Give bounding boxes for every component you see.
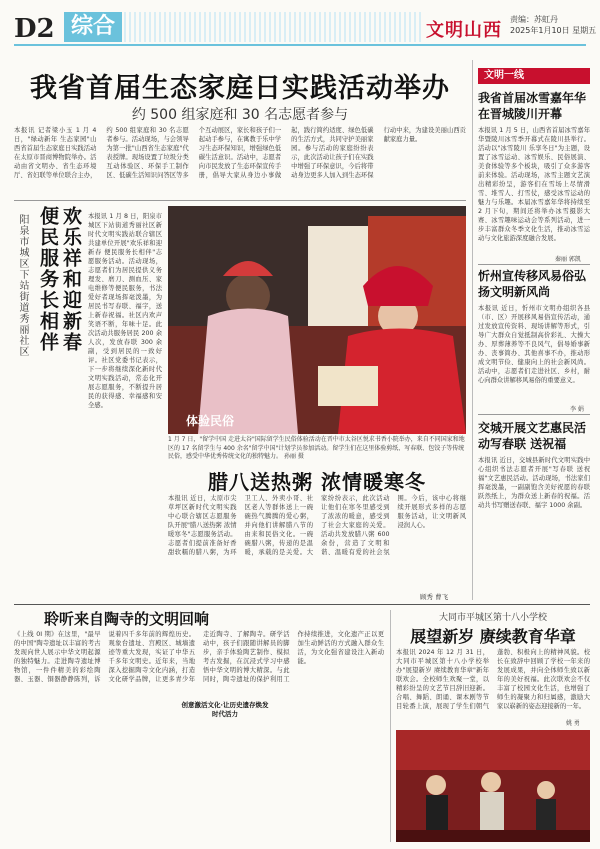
sidebar-item2-title: 忻州宣传移风易俗弘扬文明新风尚 <box>478 269 587 299</box>
page-header <box>0 0 600 50</box>
sidebar-header: 文明一线 <box>478 68 590 84</box>
school-credit: 姚 勇 <box>566 720 580 727</box>
bottom-divider <box>390 610 391 842</box>
school-kicker: 大同市平城区第十八小学校 <box>438 613 547 623</box>
header-meta <box>510 14 596 36</box>
photo-caption-label: 体验民俗 <box>186 414 235 428</box>
logo: 文明山西 <box>426 20 502 41</box>
taosi-headline: 聆听来自陶寺的文明回响 <box>44 610 210 628</box>
sidebar-divider-1 <box>478 264 590 265</box>
date-line: 2025年1月10日 星期五 <box>510 26 597 35</box>
header-pattern <box>124 12 424 42</box>
sidebar-item1-title: 我省首届冰雪嘉年华在晋城陵川开幕 <box>478 91 587 121</box>
sidebar-item1-credit: 秦丽 郭凯 <box>555 256 581 263</box>
page-number: D2 <box>14 14 55 44</box>
feature-headline-1: 欢乐祥和迎新春 <box>60 206 82 353</box>
lead-body: 本报讯 记者梁小玉 1 月 4 日，"绿动新年 生态家园"山西省首届生态家庭日实践活动在太原市晋商博物院举办。活动由省文明办、省生态环境厅、省妇联等单位联合主办，约 500 组家庭和 30 名志愿者参与。活动现场，与会领导为第一批"山西省生态家庭"代表授牌。现场设置了垃圾分类互动体验区、环保手工制作区、低碳生活知识问答区等多个互动展区，家长和孩子们一起动手参与，在寓教于乐中学习生态环保知识，增强绿色低碳生活意识。活动中，志愿者向市民发放了生态环保宣传手册，倡导大家从身边小事做起，践行简约适度、绿色低碳的生活方式，共同守护美丽家园。参与活动的家庭纷纷表示，此次活动让孩子们在实践中增强了环保意识，今后将带动身边更多人加入到生态环保行动中来，为建设美丽山西贡献家庭力量。 <box>14 127 466 179</box>
sidebar-item3-body: 本报讯 近日，交城县新时代文明实践中心组织书法志愿者开展"写春联 送祝福"文艺惠民活动。活动现场，书法家们挥毫泼墨，一副副饱含美好祝愿的春联跃然纸上，为群众送上新春的祝福。活动共书写赠送春联、福字 1000 余副。 <box>478 457 590 509</box>
lead-subheadline: 约 500 组家庭和 30 名志愿者参与 <box>131 107 349 123</box>
school-photo-illustration <box>396 730 590 842</box>
lead-headline: 我省首届生态家庭日实践活动举办 <box>30 73 450 104</box>
sidebar-item2-credit: 李 娟 <box>570 406 584 413</box>
lead-divider <box>14 200 466 201</box>
photo-caption-text: 1 月 7 日，"留学中国 走进太谷"国际留学生民俗体验活动在晋中市太谷区悦求书香小院举办，来自不同国家和地区的 17 名留学生与 400 余名"留学中国"计划学员参加活动。留学生们在这里体验剪纸、写春联、包饺子等传统民俗，感受中华优秀传统文化的独特魅力。 <box>168 436 465 460</box>
column-divider <box>472 60 473 600</box>
feature-photo-illustration <box>168 206 466 434</box>
porridge-credit: 顾秀 曹飞 <box>420 593 449 601</box>
bottom-section-rule <box>14 604 590 605</box>
feature-headline-2: 便民服务长相伴 <box>37 206 59 353</box>
feature-photo-caption <box>168 436 466 462</box>
feature-body: 本报讯 1 月 8 日，阳泉市城区下站街道秀丽社区新时代文明实践站联合辖区共建单位开展"欢乐祥和迎新春 便民服务长相伴"志愿服务活动。活动现场，志愿者们为居民提供义务理发、磨刀、测血压、家电维修等便民服务，书法爱好者现场挥毫泼墨，为居民书写春联、福字，送上新春祝福。社区内欢声笑语不断，年味十足。此次活动共服务居民 200 余人次，发放春联 300 余副，受到居民的一致好评。社区党委书记表示，下一步将继续深化新时代文明实践活动，常态化开展志愿服务，不断提升居民的获得感、幸福感和安全感。 <box>88 213 162 409</box>
taosi-subhead: 创意激活文化·让历史遗存焕发时代活力 <box>181 701 269 718</box>
sidebar-item3-title: 交城开展文艺惠民活动写春联 送祝福 <box>478 421 587 451</box>
feature-photo <box>168 206 466 434</box>
section-tag: 综合 <box>64 12 122 42</box>
sidebar-divider-2 <box>478 414 590 415</box>
school-body: 本报讯 2024 年 12 月 31 日，大同市平城区第十八小学校举办"展望新岁 赓续教育华章"新年联欢会。全校师生欢聚一堂，以精彩纷呈的文艺节目辞旧迎新。合唱、舞蹈、朗诵、课本剧等节目轮番上演，展现了学生们朝气蓬勃、积极向上的精神风貌。校长在致辞中回顾了学校一年来的发展成果，并向全体师生致以新年的美好祝福。此次联欢会不仅丰富了校园文化生活，也增强了师生的凝聚力和归属感，激励大家以崭新的姿态迎接新的一年。 <box>396 649 590 710</box>
taosi-body: 《上线 0I 期》在这里，"最早的中国"陶寺遗址以丰富的考古发现向世人展示中华文明起源的独特魅力。走进陶寺遗址博物馆，一件件精美的彩绘陶器、玉器、铜器静静陈列，诉说着四千多年前的辉煌历史。观象台遗址、宫殿区、城墙遗迹等重大发现，实证了中华五千多年文明史。近年来，当地深入挖掘陶寺文化内涵，打造文化研学品牌，让更多青少年走近陶寺、了解陶寺。研学活动中，孩子们跟随讲解员的脚步，亲手体验陶艺制作、模拟考古发掘，在沉浸式学习中感悟中华文明的博大精深。与此同时，陶寺遗址的保护利用工作持续推进，文化遗产正以更加生动鲜活的方式融入群众生活，为文化强省建设注入新动能。 <box>14 631 384 683</box>
feature-vertical-headline <box>36 206 82 466</box>
header-rule <box>14 44 586 49</box>
sidebar-item1-body: 本报讯 1 月 5 日，山西省首届冰雪嘉年华暨陵川冰雪季开幕式在陵川县举行。活动以"冰雪陵川 乐享冬日"为主题，设置了冰雪运动、冰雪娱乐、民俗展演、美食体验等多个板块，吸引了众多游客前来体验。活动现场，冰雪主题文艺演出精彩纷呈，游客们在雪场上尽情滑雪、堆雪人、打雪仗，感受冰雪运动的魅力与乐趣。本届冰雪嘉年华将持续至 2 月下旬，期间还将举办冰雪摄影大赛、冰雪趣味运动会等系列活动，进一步丰富群众冬季文化生活，推动冰雪运动与文化旅游深度融合发展。 <box>478 127 590 242</box>
school-photo <box>396 730 590 842</box>
school-headline: 展望新岁 赓续教育华章 <box>410 627 576 646</box>
photo-credit: 孙丽 摄 <box>283 453 304 460</box>
feature-location: 阳泉市城区下站街道秀丽社区 <box>17 214 28 357</box>
sidebar-item2-body: 本报讯 近日，忻州市文明办组织各县（市、区）开展移风易俗宣传活动，通过发放宣传资料、现场讲解等形式，引导广大群众自觉抵制高价彩礼、大操大办、厚葬薄养等不良风气，倡导婚事新办、丧事简办、其他喜事不办，推动形成文明节俭、健康向上的社会新风尚。活动中，志愿者们走进社区、乡村，耐心向群众讲解移风易俗的重要意义。 <box>478 305 590 384</box>
porridge-headline: 腊八送热粥 浓情暖寒冬 <box>208 470 426 494</box>
porridge-body: 本报讯 近日，太原市尖草坪区新时代文明实践中心联合辖区志愿服务队开展"腊八送热粥 浓情暖寒冬"志愿服务活动。志愿者们提前准备好香甜软糯的腊八粥，为环卫工人、外卖小哥、社区老人等群体送上一碗碗热气腾腾的爱心粥，并向他们讲解腊八节的由来和民俗文化。一碗碗腊八粥，传递的是温暖，承载的是关爱。大家纷纷表示，此次活动让他们在寒冬里感受到了浓浓的暖意，感受到了社会大家庭的关爱。活动共发放腊八粥 600 余份，营造了文明和谐、温暖有爱的社会氛围。今后，该中心将继续开展形式多样的志愿服务活动，让文明新风浸润人心。 <box>168 495 466 556</box>
editor-line: 责编：苏虹丹 <box>510 15 558 24</box>
